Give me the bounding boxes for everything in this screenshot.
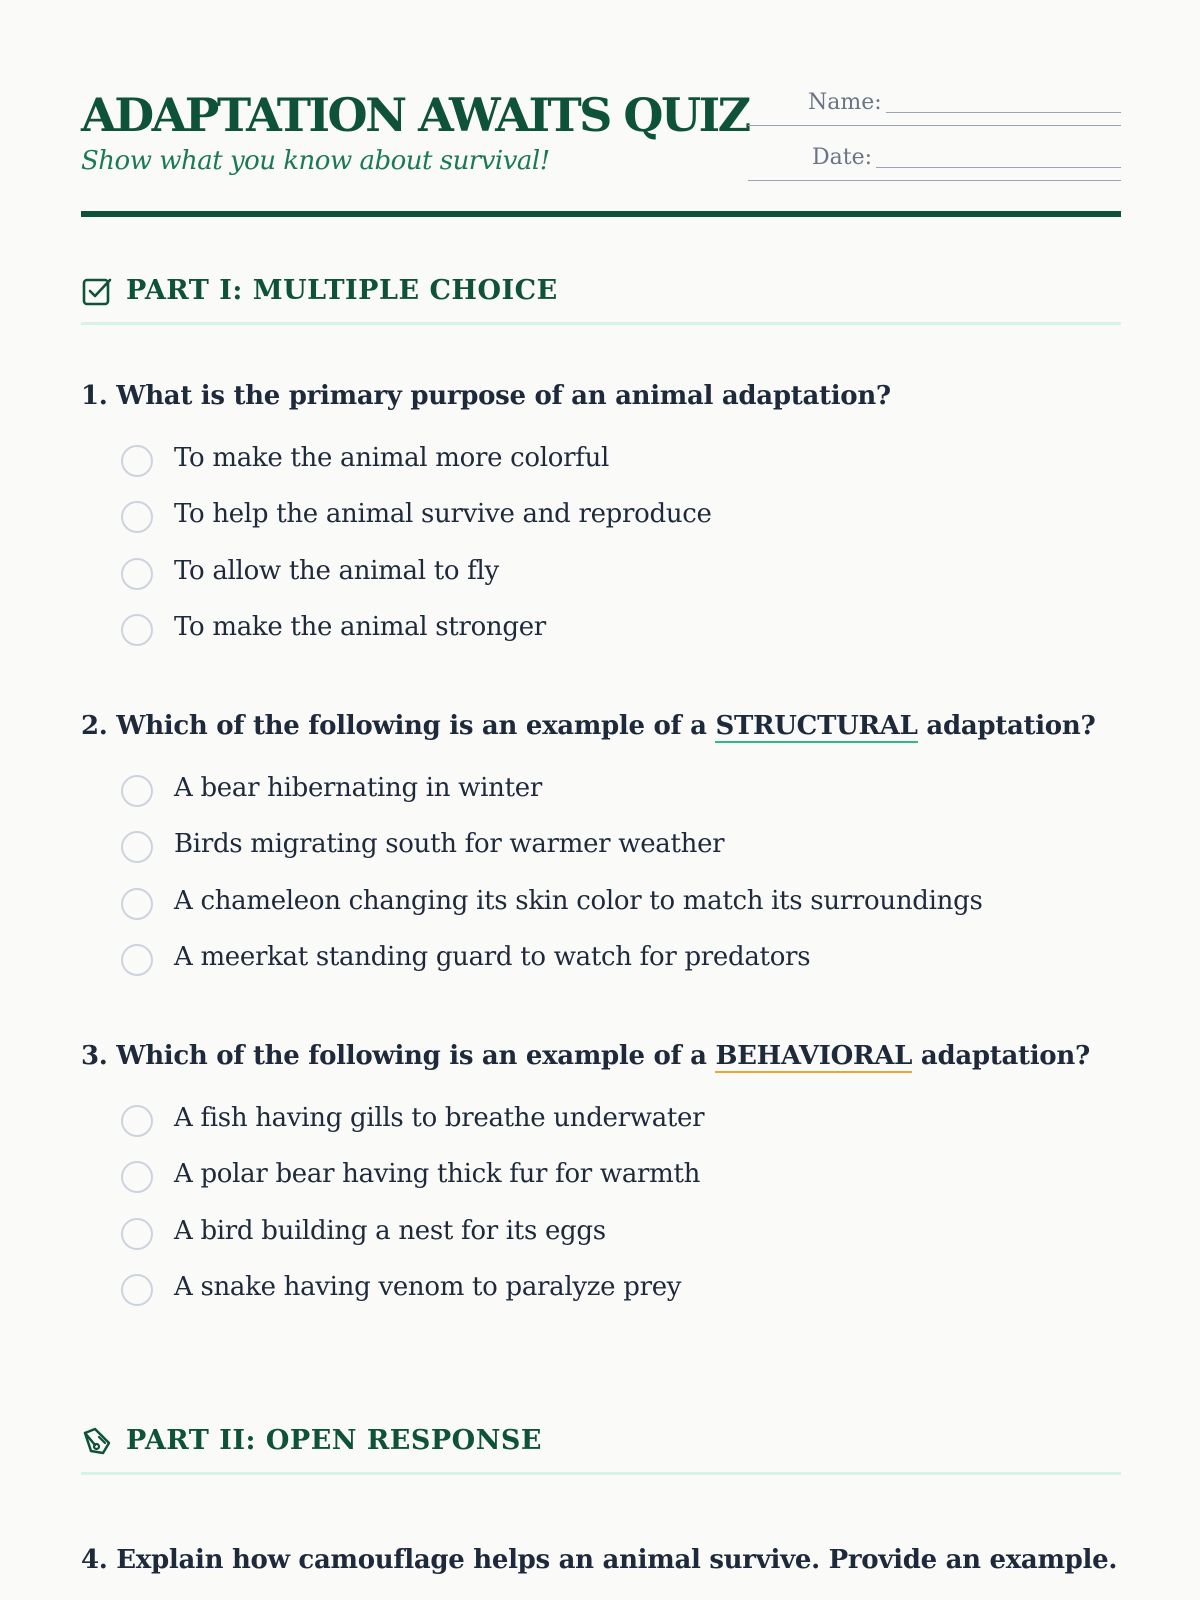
q1-option-a[interactable]: [121, 443, 1101, 483]
option-label: A bird building a nest for its eggs: [174, 1216, 606, 1246]
radio-button[interactable]: [121, 775, 153, 807]
date-label: Date:: [812, 145, 873, 170]
radio-button[interactable]: [121, 445, 153, 477]
option-label: To help the animal survive and reproduce: [174, 499, 712, 529]
structural-highlight: STRUCTURAL: [715, 711, 918, 741]
option-label: A snake having venom to paralyze prey: [174, 1272, 682, 1302]
part2-title: PART II: OPEN RESPONSE: [126, 1425, 542, 1456]
radio-button[interactable]: [121, 888, 153, 920]
radio-button[interactable]: [121, 831, 153, 863]
option-label: A polar bear having thick fur for warmth: [174, 1159, 701, 1189]
option-label: To allow the animal to fly: [174, 556, 499, 586]
q1-option-d[interactable]: [121, 612, 1101, 652]
name-field[interactable]: [748, 84, 1121, 126]
question-4: 4. Explain how camouflage helps an animal survive. Provide an example.: [81, 1545, 1118, 1575]
header-divider: [81, 211, 1121, 217]
q2-option-a[interactable]: [121, 773, 1101, 813]
option-label: A bear hibernating in winter: [174, 773, 542, 803]
question-2: [81, 711, 1095, 741]
radio-button[interactable]: [121, 1218, 153, 1250]
radio-button[interactable]: [121, 944, 153, 976]
date-blank-line[interactable]: [876, 167, 1121, 168]
option-label: A meerkat standing guard to watch for predators: [174, 942, 811, 972]
behavioral-highlight: BEHAVIORAL: [715, 1041, 913, 1071]
option-label: Birds migrating south for warmer weather: [174, 829, 725, 859]
option-label: To make the animal stronger: [174, 612, 546, 642]
q1-option-c[interactable]: [121, 556, 1101, 596]
question-2-prefix: 2. Which of the following is an example of a: [81, 711, 716, 741]
radio-button[interactable]: [121, 1274, 153, 1306]
question-3-prefix: 3. Which of the following is an example of a: [81, 1041, 716, 1071]
radio-button[interactable]: [121, 501, 153, 533]
q1-option-b[interactable]: [121, 499, 1101, 539]
date-field[interactable]: [748, 139, 1121, 181]
radio-button[interactable]: [121, 1105, 153, 1137]
radio-button[interactable]: [121, 614, 153, 646]
option-label: A fish having gills to breathe underwater: [174, 1103, 705, 1133]
q3-option-a[interactable]: [121, 1103, 1101, 1143]
q3-option-b[interactable]: [121, 1159, 1101, 1199]
checkbox-icon: [81, 275, 113, 307]
radio-button[interactable]: [121, 1161, 153, 1193]
pen-icon: [81, 1425, 113, 1457]
name-blank-line[interactable]: [886, 112, 1121, 113]
radio-button[interactable]: [121, 558, 153, 590]
option-label: To make the animal more colorful: [174, 443, 610, 473]
quiz-header: [81, 84, 1121, 214]
q3-option-d[interactable]: [121, 1272, 1101, 1312]
part2-header: [81, 1425, 1121, 1475]
q2-option-d[interactable]: [121, 942, 1101, 982]
part1-header: [81, 275, 1121, 325]
q2-option-b[interactable]: [121, 829, 1101, 869]
q3-option-c[interactable]: [121, 1216, 1101, 1256]
q2-option-c[interactable]: [121, 886, 1101, 926]
question-1: 1. What is the primary purpose of an animal adaptation?: [81, 381, 891, 411]
option-label: A chameleon changing its skin color to match its surroundings: [174, 886, 983, 916]
name-label: Name:: [808, 90, 882, 115]
question-3: [81, 1041, 1090, 1071]
quiz-subtitle: Show what you know about survival!: [81, 146, 550, 176]
part1-title: PART I: MULTIPLE CHOICE: [126, 275, 558, 306]
quiz-title: ADAPTATION AWAITS QUIZ: [81, 88, 749, 142]
question-3-suffix: adaptation?: [912, 1041, 1090, 1071]
question-2-suffix: adaptation?: [917, 711, 1096, 741]
